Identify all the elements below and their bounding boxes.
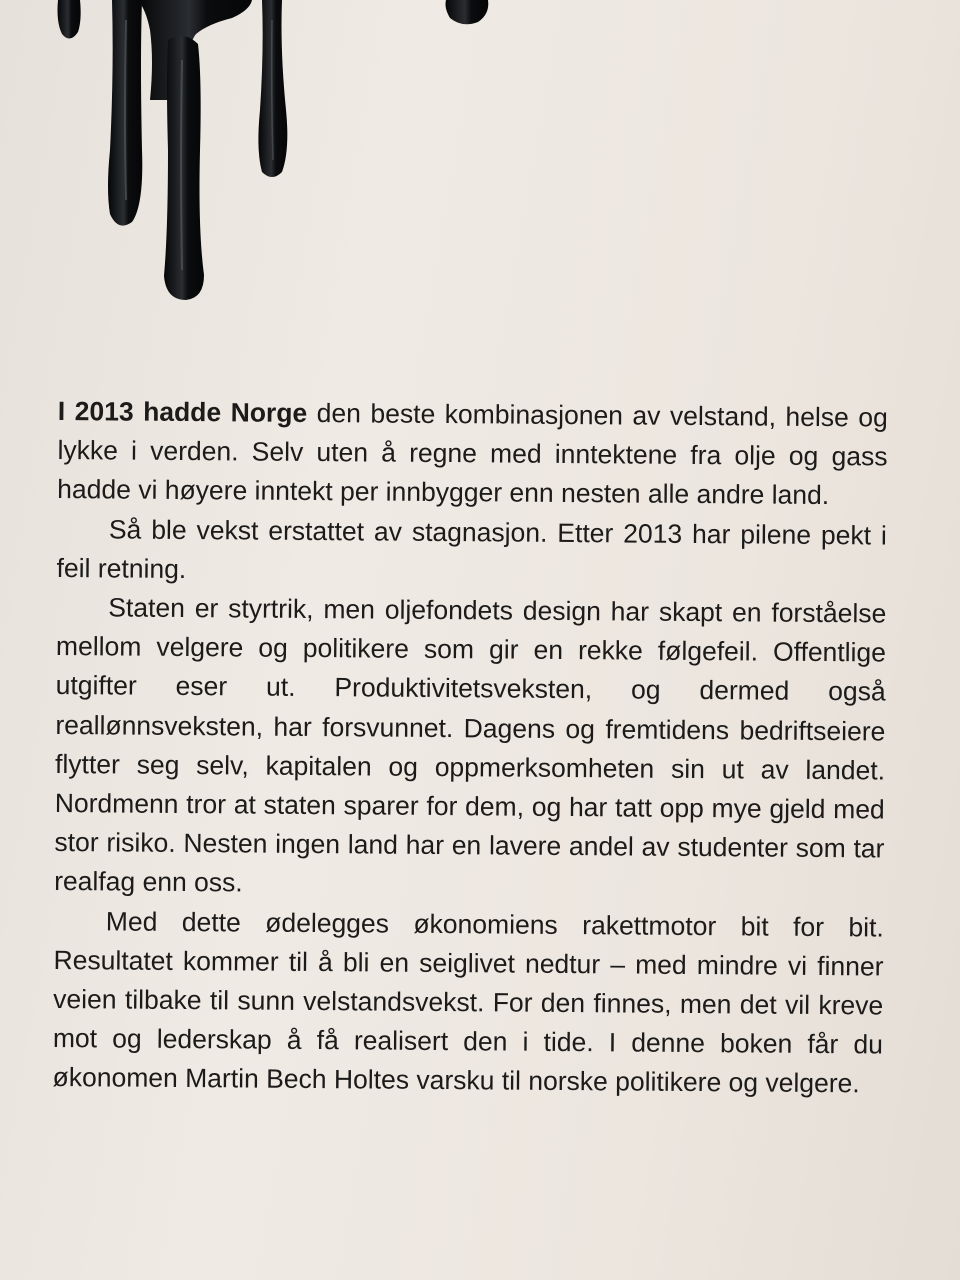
blurb-paragraph-2: Så ble vekst erstattet av stagnasjon. Etter 2013 har pilene pekt i feil retning.: [56, 514, 888, 584]
blurb-text: [52, 392, 888, 1104]
blurb-paragraph-4: Med dette ødelegges økonomiens rakettmotor bit for bit. Resultatet kommer til å bli en seiglivet nedtur – med mindre vi finner veien tilbake til sunn velstandsvekst. For den finnes, men det vil kreve mot og lederskap å få realisert den i tide. I denne boken får du økonomen Martin Bech Holtes varsku til norske politikere og velgere.: [52, 906, 884, 1099]
blurb-lead-bold: I 2013 hadde Norge: [57, 395, 308, 428]
blurb-paragraph-1-text: den beste kombinasjonen av velstand, helse og lykke i verden. Selv uten å regne med inntektene fra olje og gass hadde vi høyere inntekt per innbygger enn nesten alle andre land.: [57, 397, 888, 511]
oil-drip-icon: [0, 0, 520, 310]
blurb-paragraph-1: [57, 392, 888, 516]
blurb-paragraph-3: Staten er styrtrik, men oljefondets design har skapt en forståelse mellom velgere og politikere som gir en rekke følgefeil. Offentlige utgifter eser ut. Produktivitetsveksten, og dermed også reallønnsveksten, har forsvunnet. Dagens og fremtidens bedriftseiere flytter seg selv, kapitalen og oppmerksomheten sin ut av landet. Nordmenn tror at staten sparer for dem, og har tatt opp mye gjeld med stor risiko. Nesten ingen land har en lavere andel av studenter som tar realfag enn oss.: [54, 592, 887, 898]
